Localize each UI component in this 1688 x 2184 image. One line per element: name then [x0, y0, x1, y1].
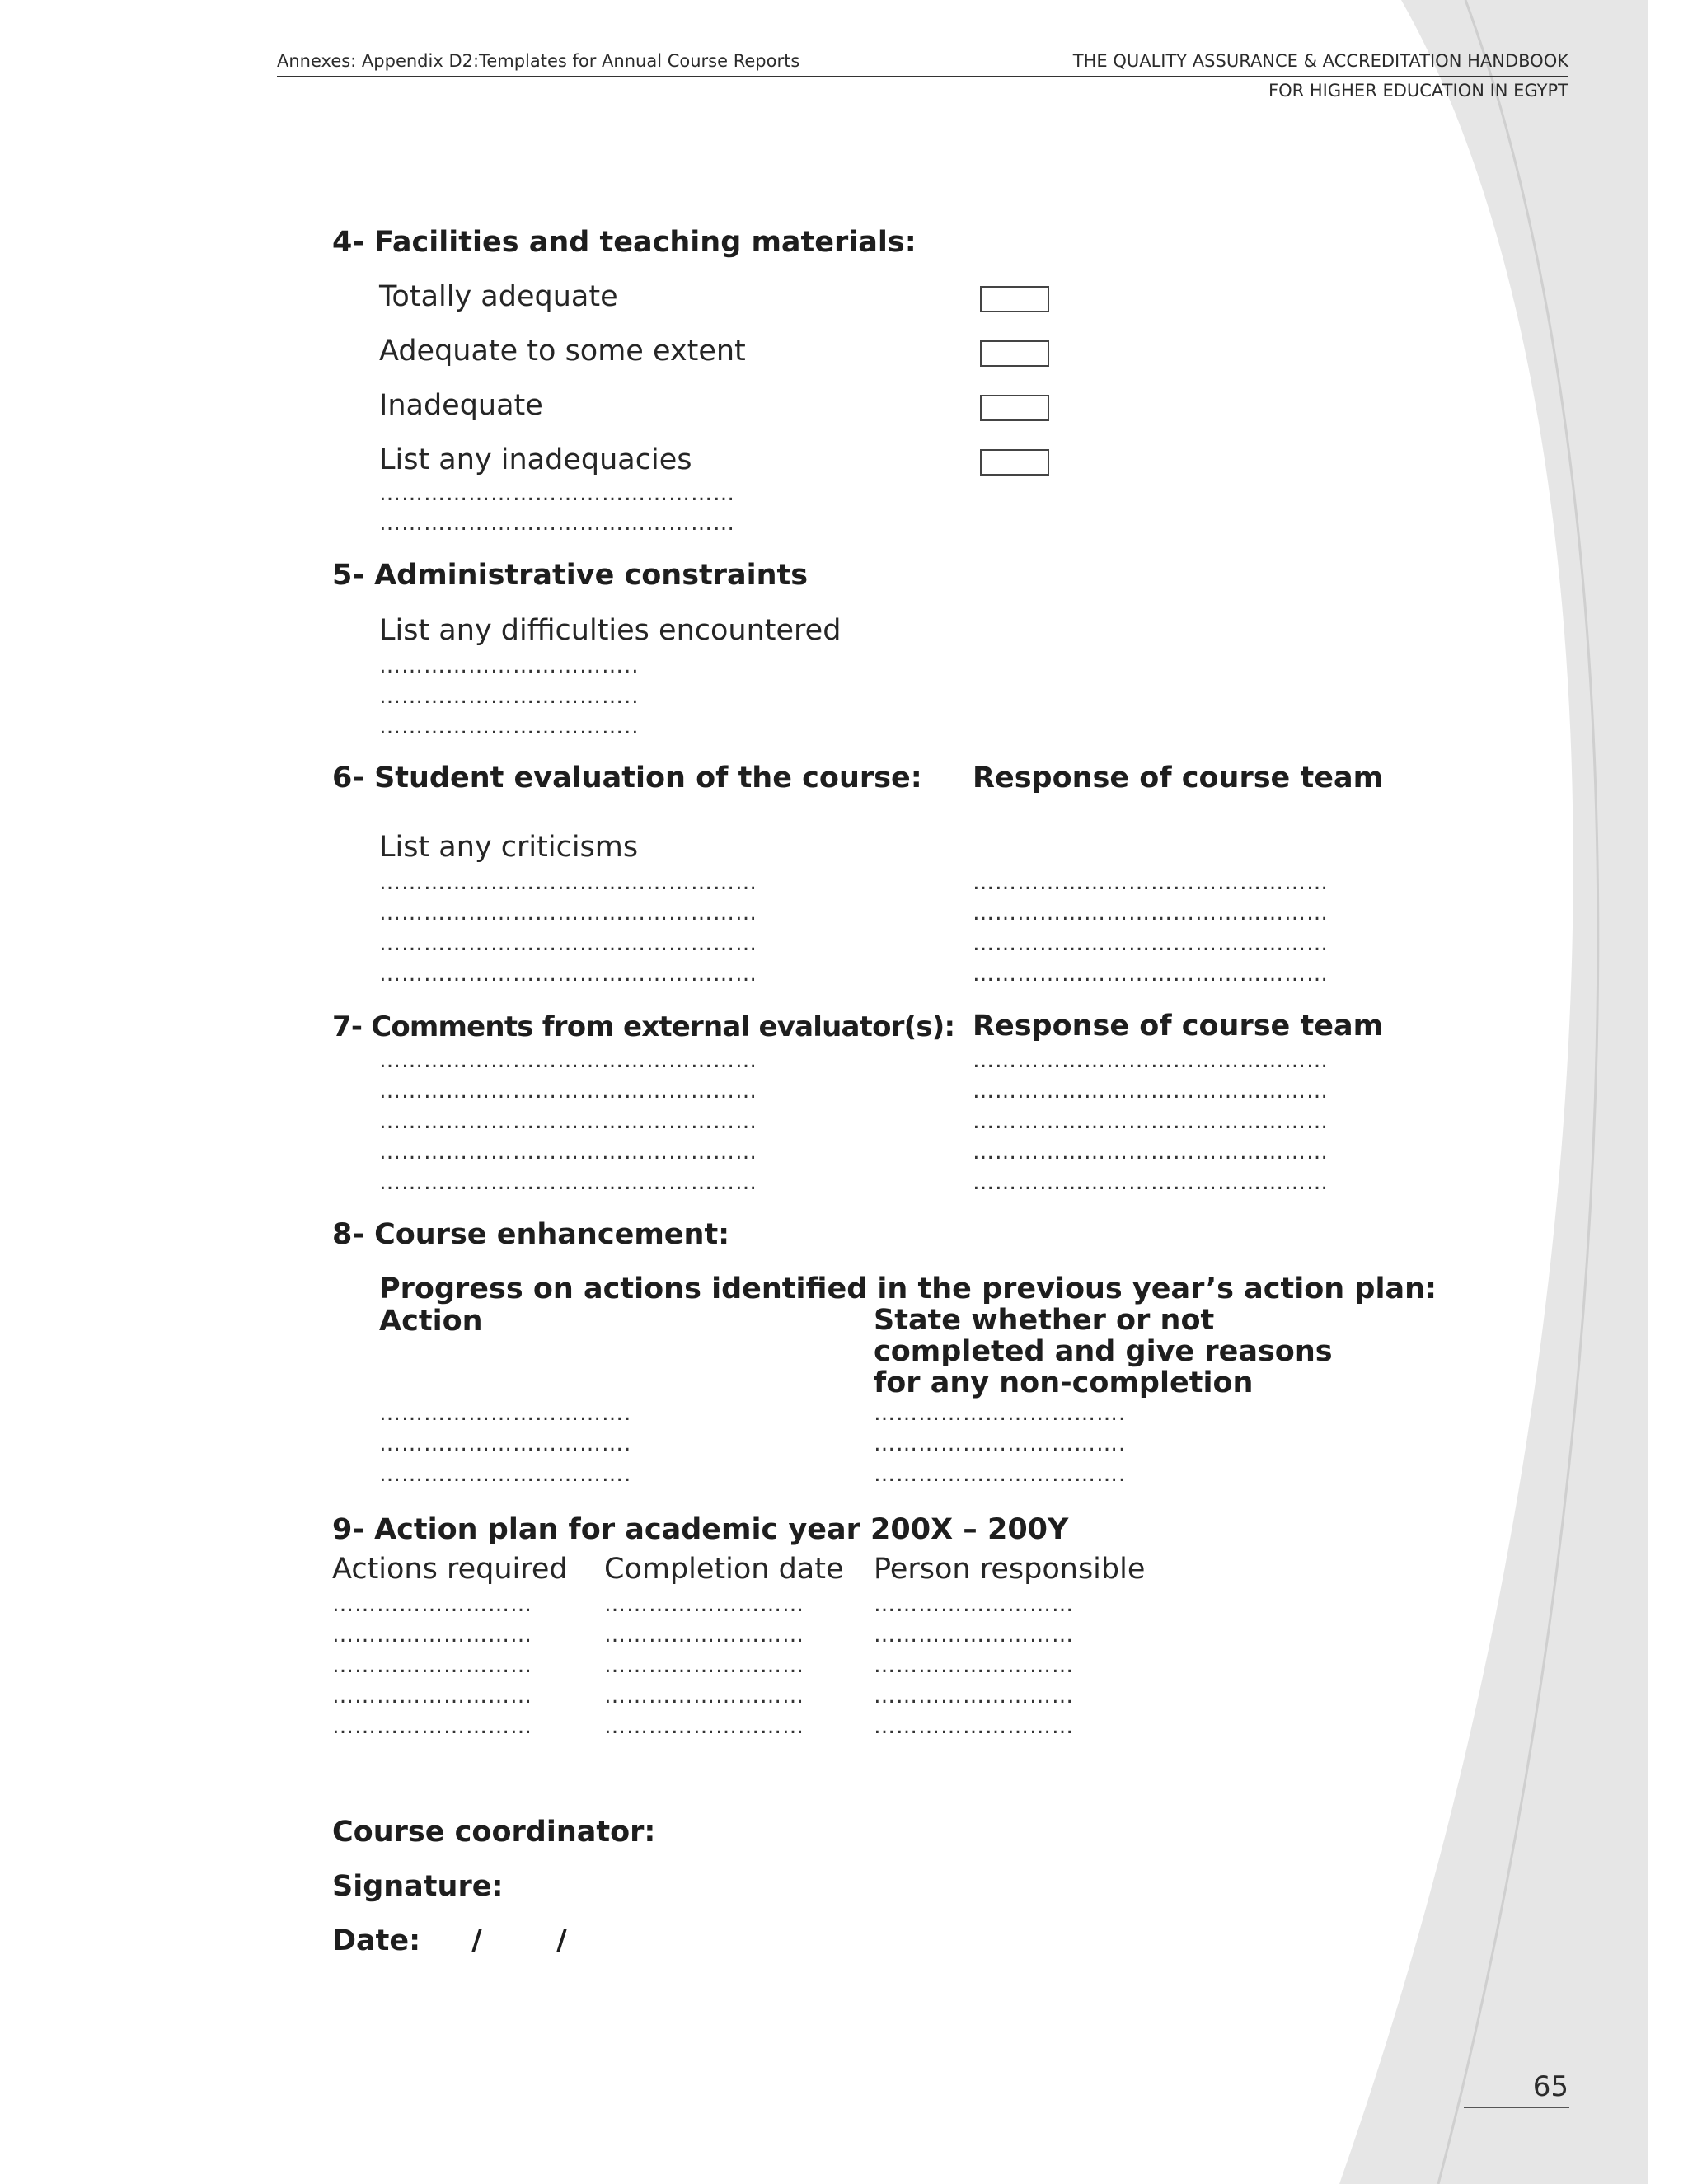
- option-totally-adequate: Totally adequate: [379, 280, 618, 313]
- checkbox-inadequate[interactable]: [980, 395, 1049, 421]
- dotted-line: ……………………………………………: [379, 1170, 757, 1195]
- dotted-line: …………………………………………: [973, 1170, 1329, 1195]
- dotted-line: ……………………………………………: [379, 870, 757, 895]
- action-column-header: Action: [379, 1305, 483, 1338]
- dotted-line: …………………………………………: [973, 1048, 1329, 1073]
- dotted-line: ………………………: [604, 1684, 804, 1708]
- dotted-line: ……………………………..: [379, 684, 640, 709]
- dotted-line: …………………………….: [379, 1432, 632, 1456]
- option-adequate-some-extent: Adequate to some extent: [379, 335, 746, 368]
- dotted-line: …………………………….: [874, 1462, 1127, 1487]
- dotted-line: …………………………….: [874, 1401, 1127, 1426]
- state-column-header: State whether or not completed and give reasons for any non-completion: [874, 1304, 1333, 1399]
- actions-required-header: Actions required: [332, 1553, 568, 1586]
- dotted-line: ………………………: [604, 1623, 804, 1647]
- date-slash: /: [556, 1924, 567, 1957]
- difficulties-prompt: List any difficulties encountered: [379, 614, 842, 647]
- section-6-title: 6- Student evaluation of the course:: [332, 762, 922, 794]
- dotted-line: …………………………………………: [973, 901, 1329, 926]
- dotted-line: ………………………: [874, 1592, 1074, 1617]
- dotted-line: …………………………………………: [973, 1079, 1329, 1104]
- dotted-line: …………………………………………: [379, 481, 735, 506]
- dotted-line: ………………………: [332, 1623, 532, 1647]
- checkbox-totally-adequate[interactable]: [980, 286, 1049, 312]
- dotted-line: …………………………………………: [973, 931, 1329, 956]
- dotted-line: ……………………………………………: [379, 901, 757, 926]
- dotted-line: ………………………: [874, 1653, 1074, 1678]
- dotted-line: …………………………………………: [973, 962, 1329, 987]
- section-4-title: 4- Facilities and teaching materials:: [332, 226, 917, 259]
- criticisms-prompt: List any criticisms: [379, 831, 639, 864]
- checkbox-list-inadequacies[interactable]: [980, 449, 1049, 476]
- dotted-line: ……………………………..: [379, 715, 640, 739]
- header-left-title: Annexes: Appendix D2:Templates for Annual Course Reports: [277, 51, 800, 71]
- section-6-response-header: Response of course team: [973, 762, 1384, 794]
- course-coordinator-label: Course coordinator:: [332, 1816, 656, 1849]
- dotted-line: …………………………….: [379, 1462, 632, 1487]
- option-list-inadequacies: List any inadequacies: [379, 443, 692, 476]
- dotted-line: ……………………………………………: [379, 1048, 757, 1073]
- dotted-line: ………………………: [332, 1592, 532, 1617]
- dotted-line: ………………………: [874, 1714, 1074, 1739]
- section-7-response-header: Response of course team: [973, 1010, 1384, 1043]
- page-number: 65: [1532, 2070, 1568, 2103]
- option-inadequate: Inadequate: [379, 389, 543, 422]
- date-slash: /: [471, 1924, 482, 1957]
- dotted-line: …………………………….: [379, 1401, 632, 1426]
- section-9-title: 9- Action plan for academic year 200X – 200Y: [332, 1513, 1069, 1546]
- dotted-line: ……………………………………………: [379, 1079, 757, 1104]
- dotted-line: ………………………: [332, 1684, 532, 1708]
- dotted-line: ………………………: [604, 1653, 804, 1678]
- dotted-line: …………………………………………: [973, 870, 1329, 895]
- progress-heading: Progress on actions identified in the previous year’s action plan:: [379, 1272, 1437, 1305]
- dotted-line: …………………………….: [874, 1432, 1127, 1456]
- dotted-line: ………………………: [874, 1623, 1074, 1647]
- page-number-rule: [1464, 2107, 1569, 2108]
- date-label: Date:: [332, 1924, 421, 1957]
- header-right-title: THE QUALITY ASSURANCE & ACCREDITATION HANDBOOK: [1072, 51, 1568, 71]
- dotted-line: ………………………: [874, 1684, 1074, 1708]
- dotted-line: ……………………………..: [379, 654, 640, 678]
- dotted-line: ……………………………………………: [379, 962, 757, 987]
- dotted-line: …………………………………………: [379, 511, 735, 536]
- dotted-line: ………………………: [332, 1714, 532, 1739]
- dotted-line: ………………………: [332, 1653, 532, 1678]
- dotted-line: …………………………………………: [973, 1140, 1329, 1165]
- checkbox-adequate-some-extent[interactable]: [980, 340, 1049, 367]
- header-rule: [277, 76, 1568, 77]
- header-right-subtitle: FOR HIGHER EDUCATION IN EGYPT: [1268, 81, 1568, 101]
- dotted-line: ……………………………………………: [379, 1109, 757, 1134]
- completion-date-header: Completion date: [604, 1553, 844, 1586]
- section-5-title: 5- Administrative constraints: [332, 559, 809, 592]
- signature-label: Signature:: [332, 1870, 504, 1903]
- dotted-line: ……………………………………………: [379, 931, 757, 956]
- dotted-line: …………………………………………: [973, 1109, 1329, 1134]
- section-8-title: 8- Course enhancement:: [332, 1218, 730, 1251]
- dotted-line: ……………………………………………: [379, 1140, 757, 1165]
- dotted-line: ………………………: [604, 1714, 804, 1739]
- section-7-title: 7- Comments from external evaluator(s):: [332, 1010, 955, 1043]
- person-responsible-header: Person responsible: [874, 1553, 1146, 1586]
- dotted-line: ………………………: [604, 1592, 804, 1617]
